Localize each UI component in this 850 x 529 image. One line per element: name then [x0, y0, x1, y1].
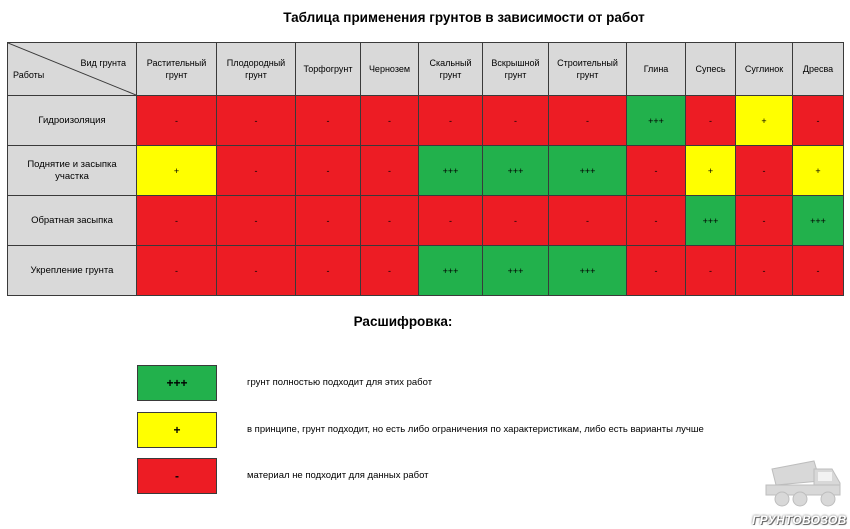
rating-cell: -	[361, 246, 419, 296]
rating-cell: -	[627, 196, 686, 246]
rating-cell: -	[736, 246, 793, 296]
column-header: Глина	[627, 43, 686, 96]
company-logo	[752, 455, 846, 527]
header-row	[8, 43, 844, 96]
column-header: Чернозем	[361, 43, 419, 96]
legend-swatch-green: +++	[137, 365, 217, 401]
logo-text: ГРУНТОВОЗОВ	[752, 513, 847, 527]
rating-cell: -	[137, 196, 217, 246]
row-header: Гидроизоляция	[8, 96, 137, 146]
rating-cell: +++	[419, 146, 483, 196]
rating-cell: -	[217, 196, 296, 246]
rating-cell: -	[483, 96, 549, 146]
corner-header	[8, 43, 137, 96]
row-header: Укрепление грунта	[8, 246, 137, 296]
rating-cell: +	[686, 146, 736, 196]
legend-text: материал не подходит для данных работ	[247, 470, 429, 481]
rating-cell: -	[137, 246, 217, 296]
table-row	[8, 96, 844, 146]
rating-cell: -	[361, 196, 419, 246]
rating-cell: +++	[483, 146, 549, 196]
column-header: Скальный грунт	[419, 43, 483, 96]
column-header: Вскрышной грунт	[483, 43, 549, 96]
rating-cell: -	[419, 96, 483, 146]
legend-title: Расшифровка:	[353, 314, 453, 329]
legend-swatch-yellow: +	[137, 412, 217, 448]
legend-text: грунт полностью подходит для этих работ	[247, 377, 433, 388]
column-header: Строительный грунт	[549, 43, 627, 96]
row-header: Обратная засыпка	[8, 196, 137, 246]
legend-text: в принципе, грунт подходит, но есть либо ограничения по характеристикам, либо есть варианты лучше	[247, 424, 704, 435]
rating-cell: -	[296, 196, 361, 246]
rating-cell: +++	[549, 246, 627, 296]
rating-cell: -	[793, 246, 844, 296]
row-header: Поднятие и засыпка участка	[8, 146, 137, 196]
corner-label-soil-type: Вид грунта	[80, 58, 126, 68]
rating-cell: +++	[686, 196, 736, 246]
rating-cell: -	[793, 96, 844, 146]
rating-cell: +	[137, 146, 217, 196]
rating-cell: -	[296, 246, 361, 296]
rating-cell: -	[736, 196, 793, 246]
rating-cell: +	[793, 146, 844, 196]
rating-cell: +++	[483, 246, 549, 296]
table-row	[8, 146, 844, 196]
rating-cell: -	[419, 196, 483, 246]
rating-cell: -	[736, 146, 793, 196]
rating-cell: +++	[627, 96, 686, 146]
rating-cell: +	[736, 96, 793, 146]
column-header: Растительный грунт	[137, 43, 217, 96]
rating-cell: -	[361, 146, 419, 196]
column-header: Дресва	[793, 43, 844, 96]
table-row	[8, 196, 844, 246]
rating-cell: -	[686, 246, 736, 296]
rating-cell: -	[549, 96, 627, 146]
rating-cell: -	[627, 146, 686, 196]
rating-cell: -	[217, 96, 296, 146]
table-title: Таблица применения грунтов в зависимости от работ	[283, 10, 645, 25]
corner-label-works: Работы	[13, 70, 45, 80]
column-header: Супесь	[686, 43, 736, 96]
rating-cell: -	[686, 96, 736, 146]
rating-cell: -	[296, 96, 361, 146]
rating-cell: +++	[793, 196, 844, 246]
rating-cell: -	[296, 146, 361, 196]
dump-truck-icon	[752, 455, 846, 513]
column-header: Торфогрунт	[296, 43, 361, 96]
soil-usage-table	[7, 42, 844, 296]
column-header: Суглинок	[736, 43, 793, 96]
rating-cell: -	[217, 246, 296, 296]
legend-swatch-red: -	[137, 458, 217, 494]
rating-cell: +++	[549, 146, 627, 196]
rating-cell: +++	[419, 246, 483, 296]
rating-cell: -	[627, 246, 686, 296]
column-header: Плодородный грунт	[217, 43, 296, 96]
rating-cell: -	[483, 196, 549, 246]
rating-cell: -	[137, 96, 217, 146]
rating-cell: -	[549, 196, 627, 246]
rating-cell: -	[361, 96, 419, 146]
rating-cell: -	[217, 146, 296, 196]
table-row	[8, 246, 844, 296]
